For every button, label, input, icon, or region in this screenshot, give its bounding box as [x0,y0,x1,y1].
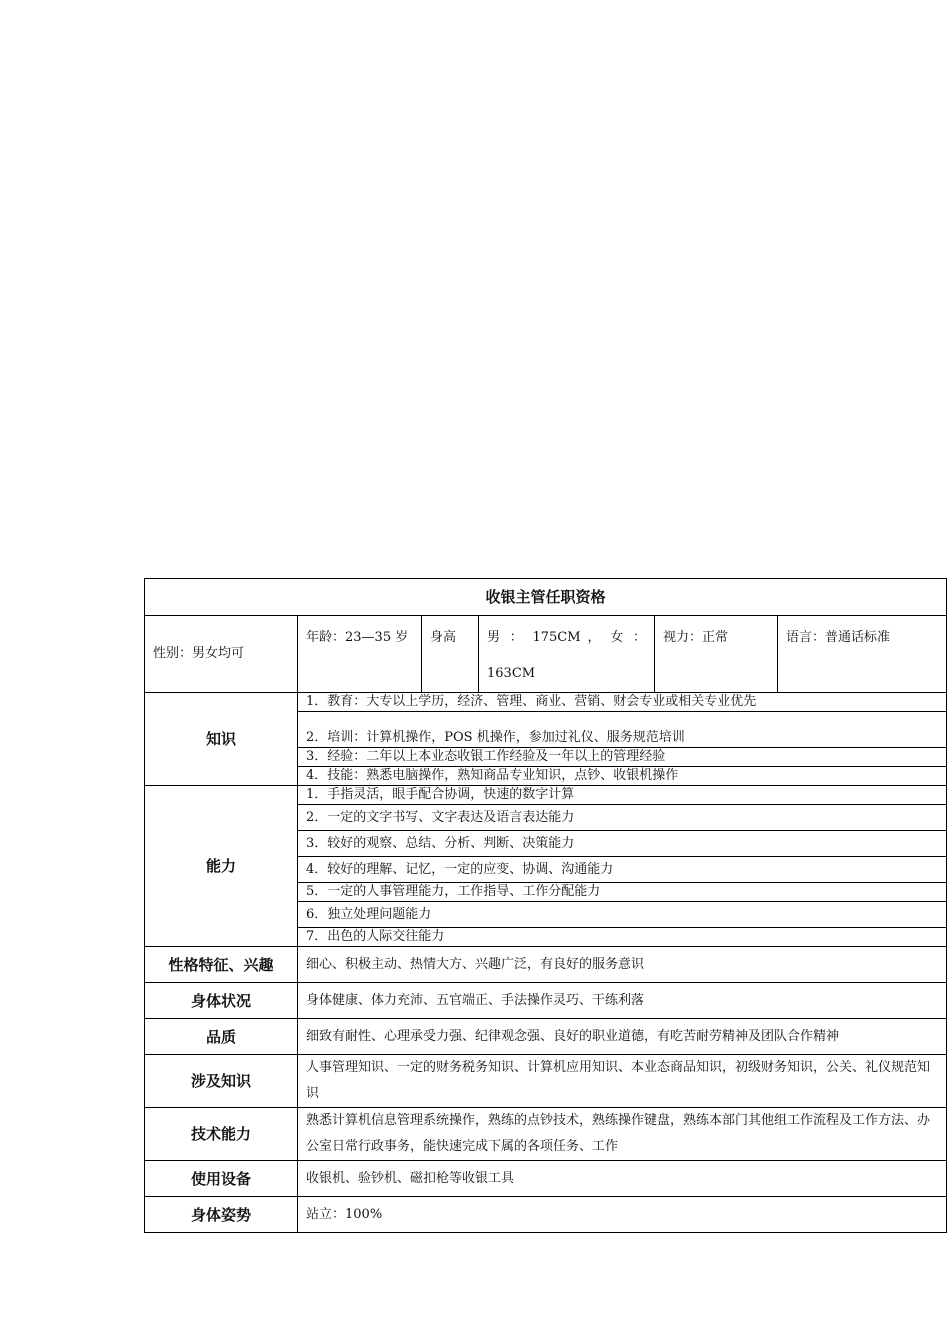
technical-ability-label: 技术能力 [145,1108,298,1161]
vision-cell: 视力：正常 [655,616,778,693]
physical-condition-label: 身体状况 [145,983,298,1019]
qualification-table [144,578,946,1233]
ability-label: 能力 [145,786,298,947]
gender-cell: 性别：男女均可 [145,616,298,693]
related-knowledge-label: 涉及知识 [145,1055,298,1108]
height-value-cell: 男 ： 175CM ， 女 ： 163CM [479,616,655,693]
knowledge-item: 1．教育：大专以上学历，经济、管理、商业、营销、财会专业或相关专业优先 [298,693,947,712]
height-label-cell: 身高 [422,616,479,693]
posture-label: 身体姿势 [145,1197,298,1233]
knowledge-label: 知识 [145,693,298,786]
knowledge-item: 4．技能：熟悉电脑操作，熟知商品专业知识，点钞、收银机操作 [298,767,947,786]
personality-value: 细心、积极主动、热情大方、兴趣广泛，有良好的服务意识 [298,947,947,983]
technical-ability-value: 熟悉计算机信息管理系统操作，熟练的点钞技术，熟练操作键盘，熟练本部门其他组工作流程及工作方法、办公室日常行政事务，能快速完成下属的各项任务、工作 [298,1108,947,1161]
language-cell: 语言：普通话标准 [778,616,947,693]
ability-item: 2．一定的文字书写、文字表达及语言表达能力 [298,805,947,831]
knowledge-item: 2．培训：计算机操作，POS 机操作，参加过礼仪、服务规范培训 [298,712,947,748]
posture-value: 站立：100% [298,1197,947,1233]
ability-item: 7．出色的人际交往能力 [298,928,947,947]
quality-label: 品质 [145,1019,298,1055]
age-cell: 年龄：23—35 岁 [298,616,422,693]
ability-item: 3．较好的观察、总结、分析、判断、决策能力 [298,831,947,857]
ability-item: 6．独立处理问题能力 [298,902,947,928]
ability-item: 5．一定的人事管理能力，工作指导、工作分配能力 [298,883,947,902]
equipment-value: 收银机、验钞机、磁扣枪等收银工具 [298,1161,947,1197]
physical-condition-value: 身体健康、体力充沛、五官端正、手法操作灵巧、干练利落 [298,983,947,1019]
equipment-label: 使用设备 [145,1161,298,1197]
knowledge-item: 3．经验：二年以上本业态收银工作经验及一年以上的管理经验 [298,748,947,767]
table-title: 收银主管任职资格 [145,579,947,616]
ability-item: 1．手指灵活，眼手配合协调，快速的数字计算 [298,786,947,805]
ability-item: 4．较好的理解、记忆，一定的应变、协调、沟通能力 [298,857,947,883]
related-knowledge-value: 人事管理知识、一定的财务税务知识、计算机应用知识、本业态商品知识，初级财务知识，公关、礼仪规范知识 [298,1055,947,1108]
quality-value: 细致有耐性、心理承受力强、纪律观念强、良好的职业道德，有吃苦耐劳精神及团队合作精神 [298,1019,947,1055]
personality-label: 性格特征、兴趣 [145,947,298,983]
